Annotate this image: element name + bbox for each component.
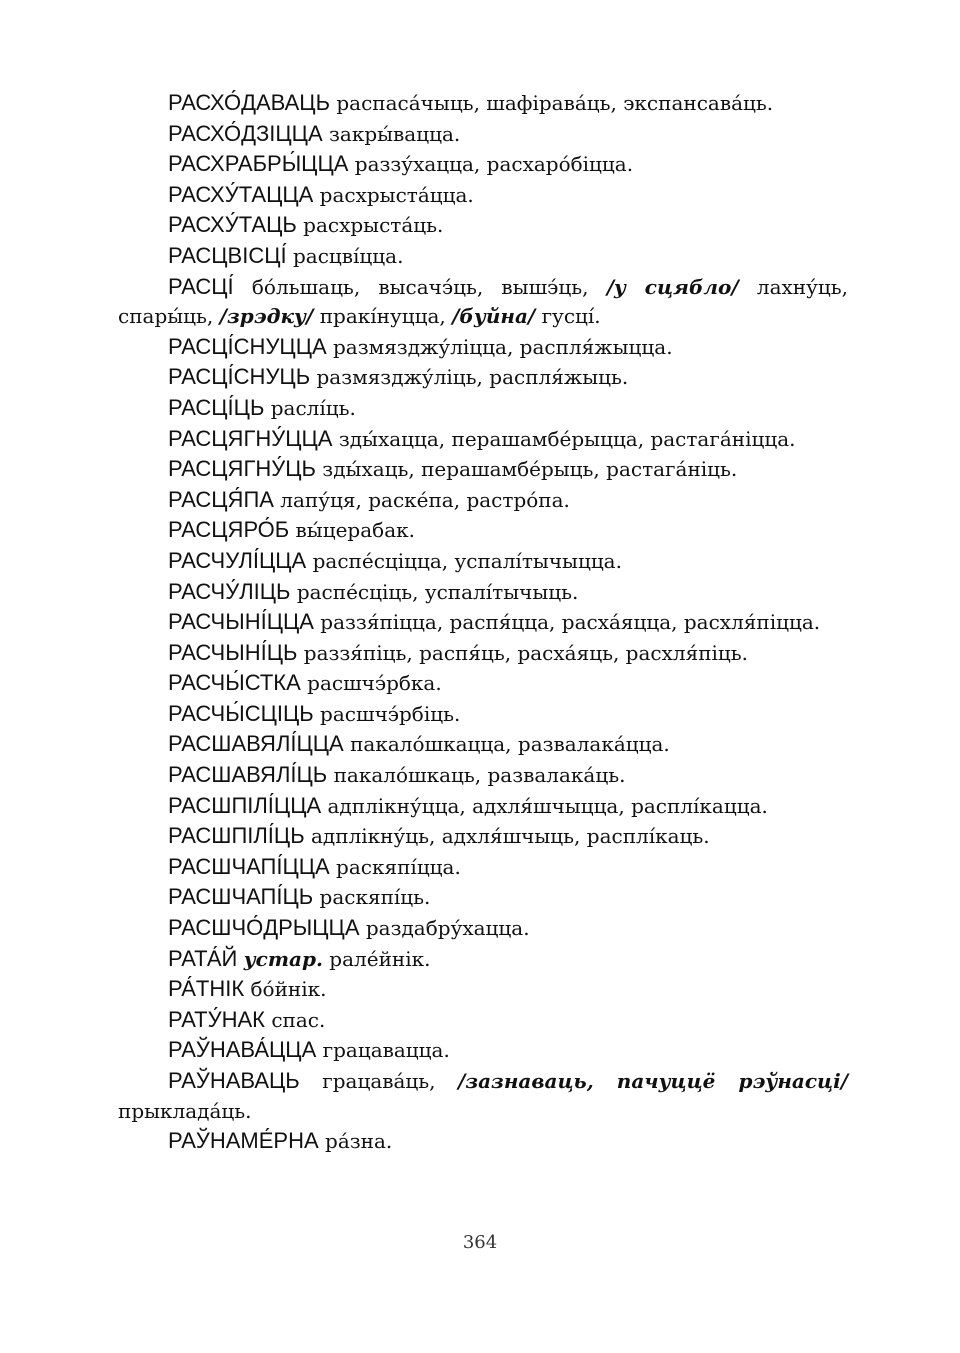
definition: размязджу́ліць, распля́жыць.	[316, 365, 629, 390]
headword: РАСЧУ́ЛІЦЬ	[168, 578, 291, 604]
headword: РАСЧЫ́СТКА	[168, 670, 301, 696]
definition: распе́сціцца, успалі́тычыцца.	[312, 548, 622, 573]
entry	[118, 241, 848, 272]
definition: спас.	[271, 1007, 326, 1032]
headword: РАСЦІ́СНУЦЬ	[168, 364, 311, 390]
headword: РАЎНАВАЦЬ	[168, 1068, 300, 1093]
headword: РАСЦВІСЦІ́	[168, 242, 287, 268]
entry	[118, 272, 848, 332]
definition: распаса́чыць, шафірава́ць, экспансава́ць.	[336, 91, 774, 115]
headword: РАСЦІ́СНУЦЦА	[168, 333, 327, 359]
headword: РАСХРАБРЫ́ЦЦА	[168, 151, 349, 177]
entry	[118, 729, 848, 760]
definition: рале́йнік.	[329, 946, 431, 971]
definition: гусці́.	[541, 304, 601, 329]
usage-note: /зазнаваць, пачуццё рэўнасці/	[458, 1069, 849, 1093]
entry	[118, 362, 848, 393]
definition: грацава́ць,	[322, 1069, 436, 1093]
entry	[118, 638, 848, 669]
entry	[118, 1035, 848, 1066]
entry	[118, 119, 848, 150]
definition: раскяпі́ць.	[319, 885, 431, 910]
entry	[118, 791, 848, 822]
entry	[118, 974, 848, 1005]
headword: РАСХО́ДЗІЦЦА	[168, 120, 323, 146]
definition: расхрыста́цца.	[319, 182, 474, 207]
headword: РАСЦЯ́ПА	[168, 486, 274, 512]
headword: РАСЦЯРО́Б	[168, 517, 290, 543]
entry	[118, 699, 848, 730]
definition: вы́церабак.	[295, 518, 415, 543]
definition: раззя́піцца, распя́цца, расха́яцца, расхля́піцца.	[320, 610, 821, 635]
entry	[118, 332, 848, 363]
entry	[118, 210, 848, 241]
definition: раззу́хацца, расхаро́біцца.	[354, 152, 634, 177]
entry	[118, 1066, 848, 1126]
definition: пракі́нуцца,	[319, 304, 446, 329]
entry	[118, 180, 848, 211]
headword: РАСЦЯГНУ́ЦЬ	[168, 456, 316, 482]
entry	[118, 1005, 848, 1036]
headword: РАСШЧАПІ́ЦЦА	[168, 853, 330, 879]
usage-note: /у сцябло/	[606, 274, 739, 299]
headword: РАСХУ́ТАЦЦА	[168, 181, 314, 207]
definition: ра́зна.	[325, 1129, 393, 1154]
definition: лахну́ць, спары́ць,	[118, 274, 848, 329]
headword: РАСШПІЛІ́ЦЬ	[168, 823, 305, 849]
definition: пакало́шкаць, развалака́ць.	[333, 763, 626, 788]
headword: РАСШЧАПІ́ЦЬ	[168, 884, 314, 910]
headword: РАСЧЫНІ́ЦЬ	[168, 639, 298, 665]
definition: раскяпі́цца.	[336, 854, 461, 879]
definition: расшчэ́рбка.	[307, 671, 442, 696]
headword: РАЎНАВА́ЦЦА	[168, 1037, 317, 1063]
definition: адплікну́ць, адхля́шчыць, расплі́каць.	[311, 824, 710, 849]
headword: РАТА́Й	[168, 945, 238, 971]
headword: РАСШАВЯЛІ́ЦЬ	[168, 762, 328, 788]
entry	[118, 852, 848, 883]
definition: зды́хацца, перашамбе́рыцца, растага́ніцца.	[338, 426, 796, 451]
definition: лапу́ця, раске́па, растро́па.	[280, 487, 570, 512]
entry	[118, 944, 848, 975]
headword: РАСЦІ́ЦЬ	[168, 394, 265, 420]
usage-note: /буйна/	[452, 304, 536, 329]
usage-note: /зрэдку/	[219, 304, 314, 329]
headword: РАСШАВЯЛІ́ЦЦА	[168, 731, 344, 757]
definition: раззя́піць, распя́ць, расха́яць, расхля́піць.	[303, 640, 749, 665]
entry	[118, 577, 848, 608]
definition: распе́сціць, успалі́тычыць.	[296, 579, 579, 604]
headword: РАСЧЫ́СЦІЦЬ	[168, 700, 314, 726]
headword: РАЎНАМЕ́РНА	[168, 1128, 319, 1154]
definition: бо́льшаць, высачэ́ць, вышэ́ць,	[251, 274, 589, 299]
entry	[118, 515, 848, 546]
entry	[118, 393, 848, 424]
definition: пакало́шкацца, развалака́цца.	[350, 732, 670, 757]
headword: РАСШПІЛІ́ЦЦА	[168, 792, 322, 818]
entry	[118, 760, 848, 791]
entry	[118, 607, 848, 638]
definition: размязджу́ліцца, распля́жыцца.	[333, 334, 673, 359]
definition: бо́йнік.	[250, 977, 327, 1002]
definition: зды́хаць, перашамбе́рыць, растага́ніць.	[322, 457, 738, 482]
headword: РАСЧЫНІ́ЦЦА	[168, 609, 314, 635]
entry	[118, 88, 848, 119]
entry	[118, 668, 848, 699]
entry	[118, 454, 848, 485]
definition: расхрыста́ць.	[303, 213, 444, 238]
usage-note: устар.	[243, 946, 323, 971]
page-number: 364	[462, 1232, 498, 1253]
definition: адплікну́цца, адхля́шчыцца, расплі́кацца.	[327, 793, 768, 818]
entry	[118, 821, 848, 852]
headword: РАСЧУЛІ́ЦЦА	[168, 547, 307, 573]
definition: расцві́цца.	[292, 243, 404, 268]
headword: РАСЦІ́	[168, 273, 234, 299]
definition: раслі́ць.	[270, 395, 356, 420]
entry	[118, 882, 848, 913]
entry	[118, 424, 848, 455]
definition: грацавацца.	[322, 1038, 450, 1063]
entry-list	[118, 88, 848, 1157]
definition: раздабру́хацца.	[365, 916, 530, 941]
entry	[118, 485, 848, 516]
entry	[118, 913, 848, 944]
definition: закры́вацца.	[328, 121, 461, 146]
headword: РАСЦЯГНУ́ЦЦА	[168, 425, 333, 451]
entry	[118, 546, 848, 577]
headword: РАСХУ́ТАЦЬ	[168, 212, 297, 238]
headword: РАТУ́НАК	[168, 1006, 265, 1032]
headword: РА́ТНІК	[168, 976, 245, 1002]
entry	[118, 1126, 848, 1157]
definition: прыклада́ць.	[118, 1098, 252, 1123]
headword: РАСШЧО́ДРЫЦЦА	[168, 915, 360, 941]
definition: расшчэ́рбіць.	[320, 701, 461, 726]
headword: РАСХО́ДАВАЦЬ	[168, 90, 331, 115]
entry	[118, 149, 848, 180]
